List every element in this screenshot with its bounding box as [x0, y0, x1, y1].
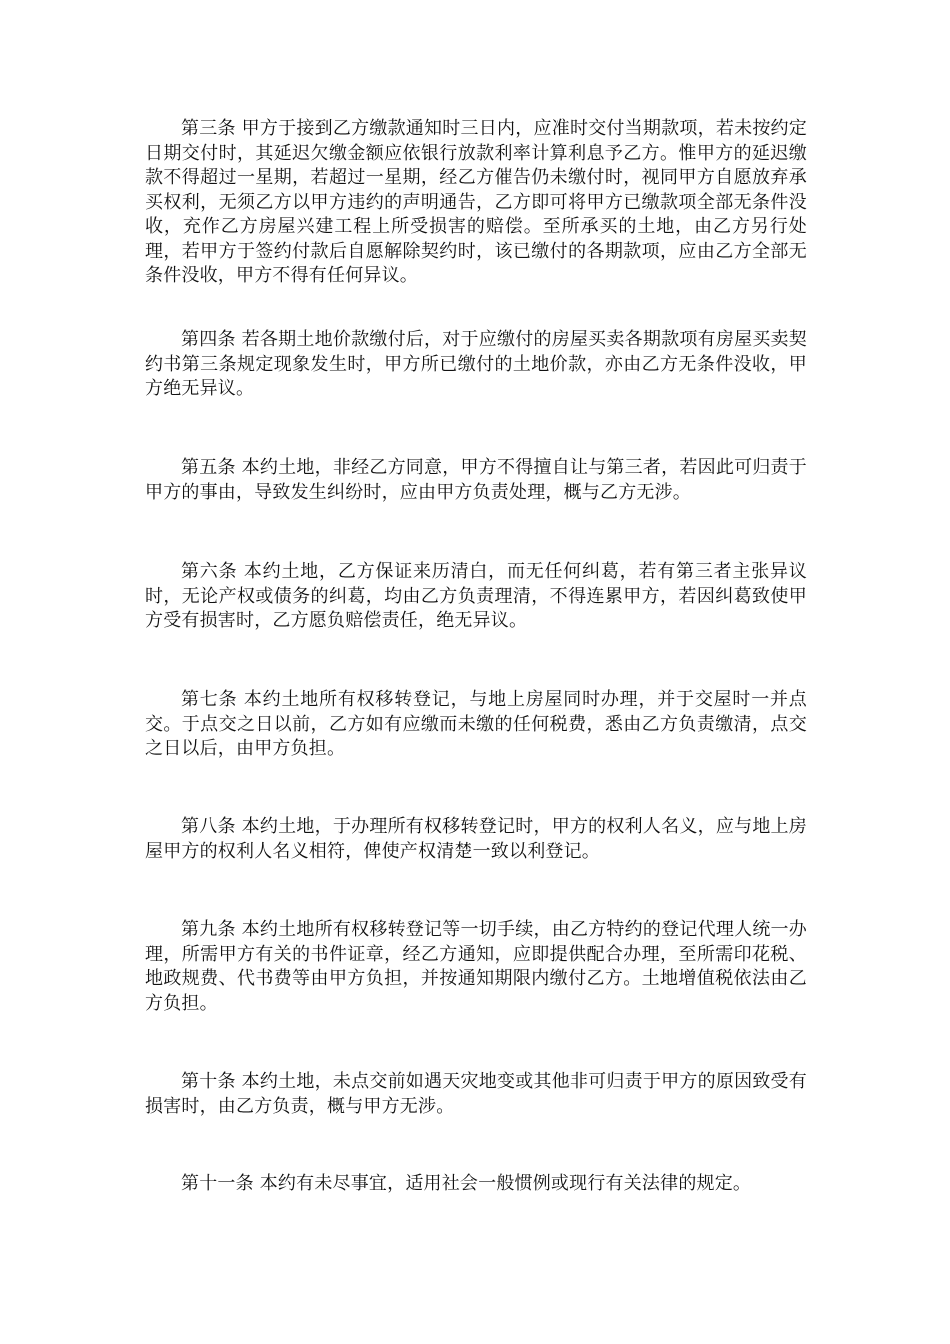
clause-article-5: 第五条 本约土地，非经乙方同意，甲方不得擅自让与第三者，若因此可归责于甲方的事由，导致发生纠纷时，应由甲方负责处理，概与乙方无涉。	[145, 457, 807, 503]
clause-article-10: 第十条 本约土地，未点交前如遇天灾地变或其他非可归责于甲方的原因致受有损害时，由乙方负责，概与甲方无涉。	[145, 1071, 807, 1117]
clause-article-8: 第八条 本约土地，于办理所有权移转登记时，甲方的权利人名义，应与地上房屋甲方的权利人名义相符，俾使产权清楚一致以利登记。	[145, 816, 807, 862]
clause-article-7: 第七条 本约土地所有权移转登记，与地上房屋同时办理，并于交屋时一并点交。于点交之日以前，乙方如有应缴而未缴的任何税费，悉由乙方负责缴清，点交之日以后，由甲方负担。	[145, 689, 807, 759]
clause-article-9: 第九条 本约土地所有权移转登记等一切手续，由乙方特约的登记代理人统一办理，所需甲方有关的书件证章，经乙方通知，应即提供配合办理，至所需印花税、地政规费、代书费等由甲方负担，并按通知期限内缴付乙方。土地增值税依法由乙方负担。	[145, 919, 807, 1014]
clause-article-3: 第三条 甲方于接到乙方缴款通知时三日内，应准时交付当期款项，若未按约定日期交付时，其延迟欠缴金额应依银行放款利率计算利息予乙方。惟甲方的延迟缴款不得超过一星期，若超过一星期，经乙方催告仍未缴付时，视同甲方自愿放弃承买权利，无须乙方以甲方违约的声明通告，乙方即可将甲方已缴款项全部无条件没收，充作乙方房屋兴建工程上所受损害的赔偿。至所承买的土地，由乙方另行处理，若甲方于签约付款后自愿解除契约时，该已缴付的各期款项，应由乙方全部无条件没收，甲方不得有任何异议。	[145, 118, 807, 286]
clause-article-6: 第六条 本约土地，乙方保证来历清白，而无任何纠葛，若有第三者主张异议时，无论产权或债务的纠葛，均由乙方负责理清，不得连累甲方，若因纠葛致使甲方受有损害时，乙方愿负赔偿责任，绝无异议。	[145, 561, 807, 631]
clause-article-11: 第十一条 本约有未尽事宜，适用社会一般惯例或现行有关法律的规定。	[181, 1173, 752, 1194]
clause-article-4: 第四条 若各期土地价款缴付后，对于应缴付的房屋买卖各期款项有房屋买卖契约书第三条规定现象发生时，甲方所已缴付的土地价款，亦由乙方无条件没收，甲方绝无异议。	[145, 329, 807, 399]
